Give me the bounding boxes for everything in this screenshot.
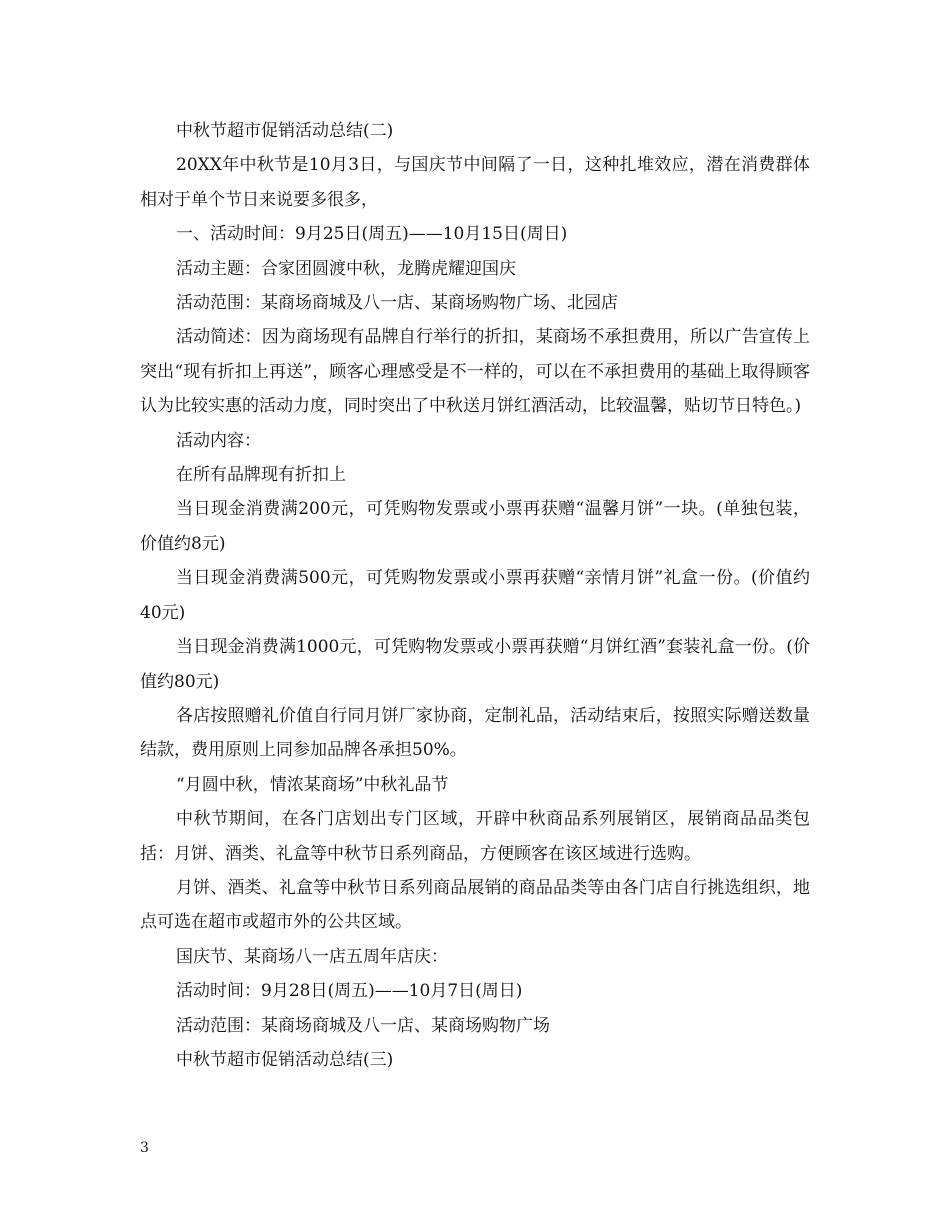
activity-content-label: 活动内容： xyxy=(176,430,261,451)
document-body xyxy=(140,114,810,1077)
activity-scope: 活动范围：某商场商城及八一店、某商场购物广场、北园店 xyxy=(176,293,618,314)
gift-tier-200: 当日现金消费满200元，可凭购物发票或小票再获赠“温馨月饼”一块。(单独包装，价值约8元) xyxy=(140,499,810,554)
anniversary-time: 活动时间：9月28日(周五)——10月7日(周日) xyxy=(176,981,523,1002)
activity-summary: 活动简述：因为商场现有品牌自行举行的折扣，某商场不承担费用，所以广告宣传上突出“现有折扣上再送”，顾客心理感受是不一样的，可以在不承担费用的基础上取得顾客认为比较实惠的活动力度，同时突出了中秋送月饼红酒活动，比较温馨，贴切节日特色。) xyxy=(140,327,810,417)
activity-theme: 活动主题：合家团圆渡中秋，龙腾虎耀迎国庆 xyxy=(176,258,516,279)
section-heading-2: 中秋节超市促销活动总结(二) xyxy=(176,121,394,141)
gift-tier-500: 当日现金消费满500元，可凭购物发票或小票再获赠“亲情月饼”礼盒一份。(价值约40元) xyxy=(140,568,810,623)
settlement-paragraph: 各店按照赠礼价值自行同月饼厂家协商，定制礼品，活动结束后，按照实际赠送数量结款，费用原则上同参加品牌各承担50%。 xyxy=(140,705,810,761)
activity-time: 一、活动时间：9月25日(周五)——10月15日(周日) xyxy=(176,224,568,245)
section-heading-3: 中秋节超市促销活动总结(三) xyxy=(176,1049,394,1070)
exhibition-paragraph: 中秋节期间，在各门店划出专门区域，开辟中秋商品系列展销区，展销商品品类包括：月饼、酒类、礼盒等中秋节日系列商品，方便顾客在该区域进行选购。 xyxy=(140,809,810,864)
anniversary-heading: 国庆节、某商场八一店五周年店庆： xyxy=(176,946,448,967)
page-number: 3 xyxy=(140,1140,149,1156)
gift-festival-title: “月圆中秋，情浓某商场”中秋礼品节 xyxy=(176,774,449,795)
anniversary-scope: 活动范围：某商场商城及八一店、某商场购物广场 xyxy=(176,1015,550,1036)
gift-tier-1000: 当日现金消费满1000元，可凭购物发票或小票再获赠“月饼红酒”套装礼盒一份。(价值约80元) xyxy=(140,637,810,692)
intro-paragraph: 20XX年中秋节是10月3日，与国庆节中间隔了一日，这种扎堆效应，潜在消费群体相对于单个节日来说要多很多， xyxy=(140,155,810,210)
exhibition-organize-paragraph: 月饼、酒类、礼盒等中秋节日系列商品展销的商品品类等由各门店自行挑选组织，地点可选在超市或超市外的公共区域。 xyxy=(140,877,810,933)
brand-discount-line: 在所有品牌现有折扣上 xyxy=(176,465,346,486)
